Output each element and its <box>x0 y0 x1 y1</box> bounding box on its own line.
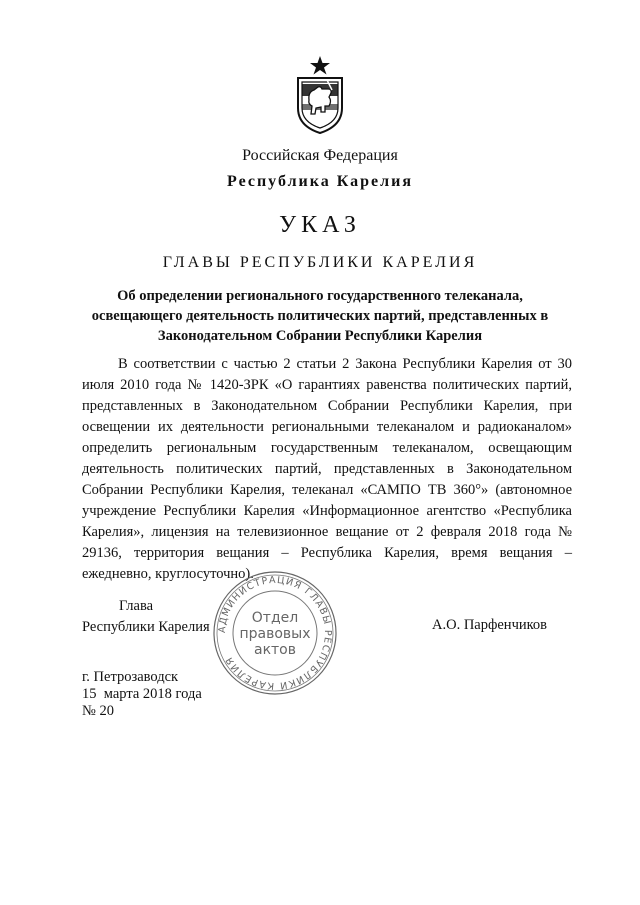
decree-subject: Об определении регионального государственного телеканала, освещающего деятельность политических партий, представленных в Законодательном Собрании Республики Карелия <box>91 288 549 344</box>
stamp-line3: актов <box>253 642 297 658</box>
signatory-position-line1: Глава <box>119 598 154 614</box>
document-type: УКАЗ <box>279 212 361 238</box>
decree-number: № 20 <box>82 703 114 719</box>
issue-date: 15 марта 2018 года <box>82 686 202 702</box>
stamp-line1: Отдел <box>251 610 299 626</box>
stamp-line2: правовых <box>239 626 311 642</box>
republic-name: Республика Карелия <box>227 173 413 190</box>
country-name: Российская Федерация <box>242 147 398 164</box>
signatory-position-line2: Республики Карелия <box>82 619 210 635</box>
decree-body: В соответствии с частью 2 статьи 2 Закона Республики Карелия от 30 июля 2010 года № 1420-ЗРК «О гарантиях равенства политических партий, представленных в Законодательном Собрании Республики Карелия, при освещении их деятельности региональными телеканалом и радиоканалом» определить региональным государственным телеканалом, освещающим деятельность политических партий, представленных в Законодательном Собрании Республики Карелия, телеканал «САМПО ТВ 360°» (автономное учреждение Республики Карелия «Информационное агентство «Республика Карелия», лицензия на телевизионное вещание от 2 февраля 2018 года № 29136, территория вещания – Республика Карелия, время вещания – ежедневно, круглосуточно). <box>82 356 572 582</box>
signatory-name: А.О. Парфенчиков <box>432 617 548 633</box>
document-footer <box>82 669 202 720</box>
issue-city: г. Петрозаводск <box>82 669 179 685</box>
official-stamp <box>210 568 340 698</box>
signatory-position <box>82 596 210 638</box>
issuer-title: ГЛАВЫ РЕСПУБЛИКИ КАРЕЛИЯ <box>162 254 478 271</box>
karelia-coat-of-arms-icon <box>294 56 346 134</box>
stamp-ring-text: АДМИНИСТРАЦИЯ ГЛАВЫ РЕСПУБЛИКИ КАРЕЛИЯ <box>216 574 334 692</box>
